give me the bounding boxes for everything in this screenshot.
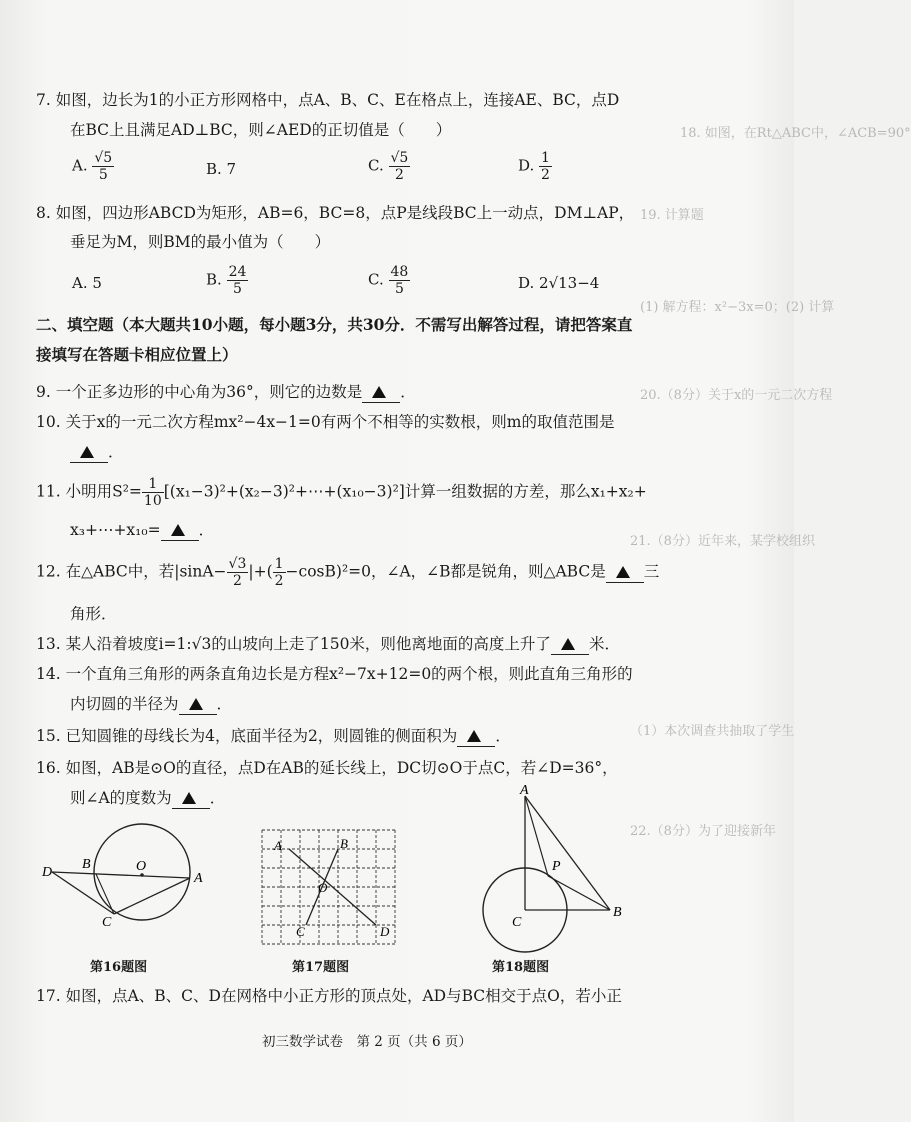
formula-fraction [273, 556, 286, 589]
formula-fraction [142, 476, 164, 509]
question-11-line2 [70, 520, 214, 541]
fraction-numerator: √5 [390, 150, 409, 166]
figure-18-line-pb [548, 876, 610, 910]
fraction-denominator: 5 [233, 281, 242, 297]
option-fraction [92, 150, 114, 183]
answer-blank [179, 694, 217, 715]
bleed-through-text: 18. 如图，在Rt△ABC中，∠ACB=90° [680, 126, 911, 141]
fraction-numerator: 1 [541, 150, 550, 166]
option-fraction [389, 150, 411, 183]
question-8-option-c [368, 264, 410, 297]
question-text: 12. 在△ABC中，若|sinA− [36, 562, 227, 581]
question-8-line2: 垂足为M，则BM的最小值为（ ） [70, 233, 331, 251]
option-label: C. [368, 270, 384, 289]
figure-18-label-c: C [512, 915, 522, 930]
figure-18-label-a: A [520, 783, 529, 798]
figure-16-label-b: B [82, 857, 91, 872]
fraction-denominator: 10 [143, 493, 162, 509]
figure-18-caption: 第18题图 [492, 960, 550, 975]
question-15 [36, 726, 511, 747]
figure-17-caption: 第17题图 [292, 960, 350, 975]
question-text: 13. 某人沿着坡度i=1:√3的山坡向上走了150米，则他离地面的高度上升了 [36, 635, 551, 653]
triangle-icon [561, 638, 575, 650]
figure-16-label-c: C [102, 915, 112, 930]
question-end: ． [108, 443, 124, 461]
section-2-heading-line2: 接填写在答题卡相应位置上） [36, 345, 238, 364]
question-9 [36, 382, 416, 403]
section-2-heading-line1: 二、填空题（本大题共10小题，每小题3分，共30分．不需写出解答过程，请把答案直 [36, 315, 633, 334]
question-text: 9. 一个正多边形的中心角为36°，则它的边数是 [36, 383, 363, 401]
question-12-line2: 角形． [70, 605, 117, 623]
question-text: 15. 已知圆锥的母线长为4，底面半径为2，则圆锥的侧面积为 [36, 727, 458, 745]
question-end: ． [400, 383, 416, 401]
answer-blank [457, 726, 495, 747]
question-text: 内切圆的半径为 [70, 695, 179, 713]
question-7-option-a [72, 150, 114, 183]
fraction-numerator: 24 [228, 264, 247, 280]
question-10-line1: 10. 关于x的一元二次方程mx²−4x−1=0有两个不相等的实数根，则m的取值范围是 [36, 413, 615, 431]
question-7-line2: 在BC上且满足AD⊥BC，则∠AED的正切值是（ ） [70, 121, 452, 139]
question-end: 米． [588, 635, 620, 653]
fraction-numerator: 1 [142, 476, 164, 493]
figure-17 [256, 826, 406, 950]
question-end: ． [495, 727, 511, 745]
figure-17-label-d: D [380, 924, 390, 939]
bleed-through-text: 20.（8分）关于x的一元二次方程 [640, 388, 833, 403]
figure-16-caption: 第16题图 [90, 960, 148, 975]
question-12-line1 [36, 556, 659, 589]
answer-blank [161, 520, 199, 541]
question-13 [36, 634, 620, 655]
question-7-option-c [368, 150, 410, 183]
triangle-icon [616, 566, 630, 578]
figure-17-label-b: B [340, 836, 348, 851]
question-text: 三 [643, 562, 660, 581]
question-16-line1: 16. 如图，AB是⊙O的直径，点D在AB的延长线上，DC切⊙O于点C，若∠D=36°， [36, 759, 618, 777]
fraction-numerator: 1 [274, 556, 284, 572]
question-14-line1: 14. 一个直角三角形的两条直角边长是方程x²−7x+12=0的两个根，则此直角三角形的 [36, 665, 633, 683]
bleed-through-text: （1）本次调查共抽取了学生 [630, 724, 795, 739]
fraction-denominator: 2 [274, 573, 284, 589]
question-text: 11. 小明用S²= [36, 482, 142, 501]
question-10-line2 [70, 442, 124, 463]
figure-17-label-a: A [274, 838, 282, 853]
question-14-line2 [70, 694, 232, 715]
question-8-option-b [206, 264, 248, 297]
figure-18-line-ab [525, 796, 610, 910]
figure-18-line-ap [525, 796, 548, 876]
bleed-through-text: 21.（8分）近年来，某学校组织 [630, 534, 815, 549]
figure-17-label-c: C [296, 924, 305, 939]
question-8-option-a: A. 5 [72, 274, 102, 292]
option-label: A. [72, 156, 88, 175]
fraction-denominator: 5 [98, 167, 108, 183]
triangle-icon [80, 446, 94, 458]
figure-18-label-p: P [552, 859, 561, 874]
figure-18 [470, 782, 630, 954]
question-16-line2 [70, 788, 225, 809]
question-text: x₃+⋯+x₁₀= [70, 521, 161, 539]
figure-16-line-da [52, 872, 190, 878]
fraction-numerator: √3 [228, 556, 247, 572]
figure-18-label-b: B [613, 905, 622, 920]
formula-fraction [227, 556, 249, 589]
question-7-option-d [518, 150, 552, 183]
option-label: D. [518, 156, 535, 175]
figure-16-label-a: A [194, 871, 203, 886]
triangle-icon [171, 524, 185, 536]
question-text: [(x₁−3)²+(x₂−3)²+⋯+(x₁₀−3)²]计算一组数据的方差，那么x₁+x₂+ [163, 482, 647, 501]
answer-blank [172, 788, 210, 809]
question-end: ． [216, 695, 233, 713]
question-text: |+( [248, 562, 273, 581]
triangle-icon [182, 792, 196, 804]
figure-17-label-o: O [318, 880, 328, 895]
question-end: ． [209, 789, 226, 807]
bleed-through-text: 19. 计算题 [640, 208, 704, 223]
fraction-numerator: √5 [94, 150, 113, 166]
fraction-denominator: 2 [541, 167, 550, 183]
figure-16 [40, 820, 220, 940]
question-8-line1: 8. 如图，四边形ABCD为矩形，AB=6，BC=8，点P是线段BC上一动点，DM⊥AP， [36, 204, 635, 222]
question-8-option-d: D. 2√13−4 [518, 274, 600, 292]
fraction-denominator: 5 [394, 281, 404, 297]
option-label: B. [206, 270, 222, 289]
question-end: ． [198, 521, 215, 539]
triangle-icon [189, 698, 203, 710]
fraction-denominator: 2 [232, 573, 242, 589]
question-7-option-b: B. 7 [206, 160, 237, 178]
page-footer: 初三数学试卷 第 2 页（共 6 页） [262, 1034, 472, 1050]
bleed-through-text: (1) 解方程：x²−3x=0；(2) 计算 [640, 300, 835, 315]
question-7-line1: 7. 如图，边长为1的小正方形网格中，点A、B、C、E在格点上，连接AE、BC，点D [36, 91, 620, 109]
figure-16-line-ca [114, 878, 190, 914]
question-text: −cosB)²=0，∠A，∠B都是锐角，则△ABC是 [285, 562, 606, 581]
question-11-line1 [36, 476, 647, 509]
question-text: 则∠A的度数为 [70, 789, 172, 807]
figure-16-label-o: O [136, 859, 147, 874]
answer-blank [551, 634, 589, 655]
answer-blank [70, 442, 108, 463]
option-fraction [539, 150, 552, 183]
fraction-denominator: 2 [394, 167, 404, 183]
fraction-numerator: 48 [390, 264, 409, 280]
figure-16-label-d: D [42, 865, 53, 880]
option-fraction [227, 264, 249, 297]
answer-blank [606, 562, 644, 583]
triangle-icon [467, 730, 481, 742]
question-17-line1: 17. 如图，点A、B、C、D在网格中小正方形的顶点处，AD与BC相交于点O，若小正 [36, 987, 622, 1005]
option-label: C. [368, 156, 384, 175]
answer-blank [362, 382, 400, 403]
triangle-icon [372, 386, 386, 398]
bleed-through-text: 22.（8分）为了迎接新年 [630, 824, 776, 839]
option-fraction [389, 264, 411, 297]
